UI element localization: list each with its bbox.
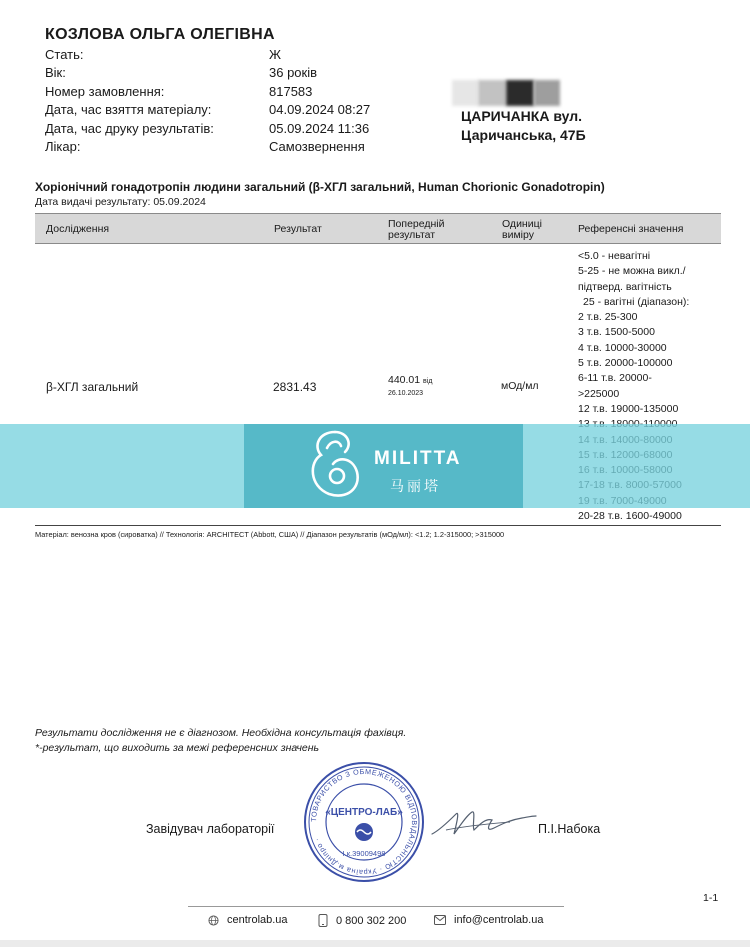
header-reference: Референсні значення	[578, 223, 684, 235]
info-value: 817583	[269, 83, 313, 99]
reference-line: підтверд. вагітність	[578, 280, 672, 293]
head-of-lab-label: Завідувач лабораторії	[146, 822, 275, 836]
footer-phone[interactable]	[318, 914, 406, 927]
row-result: 2831.43	[273, 380, 317, 394]
page-bottom-edge	[0, 940, 750, 947]
row-study-name: β-ХГЛ загальний	[46, 380, 139, 394]
handwritten-signature	[426, 800, 538, 850]
stamp-code: І.к.39009498	[342, 849, 386, 858]
info-row-sample-date	[45, 101, 370, 119]
header-previous-line2: результат	[388, 228, 436, 241]
footer-website-text[interactable]: centrolab.ua	[227, 914, 288, 926]
reference-line: 2 т.в. 25-300	[578, 311, 638, 324]
row-previous-from: від	[423, 378, 433, 385]
row-previous-result	[388, 374, 432, 388]
table-divider	[35, 525, 721, 526]
redacted-block	[452, 80, 582, 106]
issue-date: Дата видачі результату: 05.09.2024	[35, 196, 206, 208]
material-note: Матеріал: венозна кров (сироватка) // Технологія: ARCHITECT (Abbott, США) // Діапазон результатів (мОд/мл): <1.2; 1.2-315000; >315000	[35, 530, 505, 539]
stamp-ring-text: ТОВАРИСТВО З ОБМЕЖЕНОЮ ВІДПОВІДАЛЬНІСТЮ · Україна м.Дніпро ·	[308, 766, 420, 878]
info-row-sex	[45, 46, 370, 64]
info-label: Стать:	[45, 47, 84, 62]
phone-icon	[318, 914, 328, 927]
watermark-subtitle: 马丽塔	[390, 479, 441, 495]
info-row-doctor	[45, 138, 370, 156]
header-units-line1: Одиниці	[502, 217, 542, 230]
info-row-age	[45, 64, 370, 82]
footer-divider	[188, 906, 564, 907]
patient-name: КОЗЛОВА ОЛЬГА ОЛЕГІВНА	[45, 26, 275, 43]
reference-line: 12 т.в. 19000-135000	[578, 402, 679, 415]
reference-line: 5-25 - не можна викл./	[578, 265, 686, 278]
disclaimer-reference: *-результат, що виходить за межі референсних значень	[35, 742, 320, 754]
head-of-lab-name: П.І.Набока	[538, 822, 601, 836]
disclaimer-diagnosis: Результати дослідження не є діагнозом. Необхідна консультація фахівця.	[35, 727, 407, 739]
redacted-segment	[534, 80, 560, 106]
info-label: Номер замовлення:	[45, 83, 165, 99]
footer-email[interactable]	[434, 914, 543, 926]
reference-line: 4 т.в. 10000-30000	[578, 341, 667, 354]
info-label: Дата, час друку результатів:	[45, 120, 214, 136]
reference-line: 25 - вагітні (діапазон):	[583, 295, 690, 308]
footer-email-text[interactable]: info@centrolab.ua	[454, 914, 544, 926]
reference-line: >225000	[578, 387, 620, 400]
stamp-center-text: «ЦЕНТРО-ЛАБ»	[325, 807, 403, 818]
info-row-order	[45, 83, 370, 101]
clinic-address	[461, 107, 586, 145]
reference-line: 6-11 т.в. 20000-	[578, 372, 652, 385]
redacted-segment	[452, 80, 478, 106]
info-label: Дата, час взяття матеріалу:	[45, 102, 212, 118]
reference-line: 3 т.в. 1500-5000	[578, 326, 655, 339]
clinic-address-line2: Царичанська, 47Б	[461, 127, 586, 143]
globe-icon	[208, 915, 219, 926]
header-units-line2: виміру	[502, 228, 534, 241]
militta-logo-icon	[305, 428, 365, 500]
info-label: Лікар:	[45, 139, 81, 155]
footer-phone-text[interactable]: 0 800 302 200	[336, 914, 407, 927]
header-previous	[388, 214, 444, 245]
info-value: 05.09.2024 11:36	[269, 120, 370, 136]
row-previous-date: 26.10.2023	[388, 390, 424, 397]
row-unit: мОд/мл	[501, 380, 539, 392]
mail-icon	[434, 915, 446, 925]
info-value: 36 років	[269, 65, 318, 81]
reference-line: 20-28 т.в. 1600-49000	[578, 510, 682, 523]
redacted-segment	[506, 80, 534, 106]
header-result: Результат	[274, 223, 322, 235]
redacted-segment	[478, 80, 506, 106]
reference-line: 5 т.в. 20000-100000	[578, 357, 673, 370]
lab-stamp	[302, 760, 426, 884]
clinic-address-line1: ЦАРИЧАНКА вул.	[461, 108, 582, 124]
reference-line: <5.0 - невагітні	[578, 250, 651, 262]
page-number: 1-1	[703, 892, 719, 904]
info-label: Вік:	[45, 65, 66, 81]
info-value: Ж	[269, 47, 282, 62]
header-previous-line1: Попередній	[388, 217, 445, 230]
row-previous-value: 440.01	[388, 374, 421, 386]
test-title: Хоріонічний гонадотропін людини загальний (β-ХГЛ загальний, Human Chorionic Gonadotropin)	[35, 180, 605, 194]
watermark-name: MILITTA	[374, 448, 462, 469]
header-units	[502, 214, 542, 245]
footer-website[interactable]	[208, 914, 288, 926]
patient-info	[45, 46, 370, 156]
info-value: Самозвернення	[269, 139, 365, 155]
header-study: Дослідження	[46, 223, 110, 235]
info-value: 04.09.2024 08:27	[269, 102, 371, 118]
results-table-header	[35, 213, 721, 244]
info-row-print-date	[45, 120, 370, 138]
